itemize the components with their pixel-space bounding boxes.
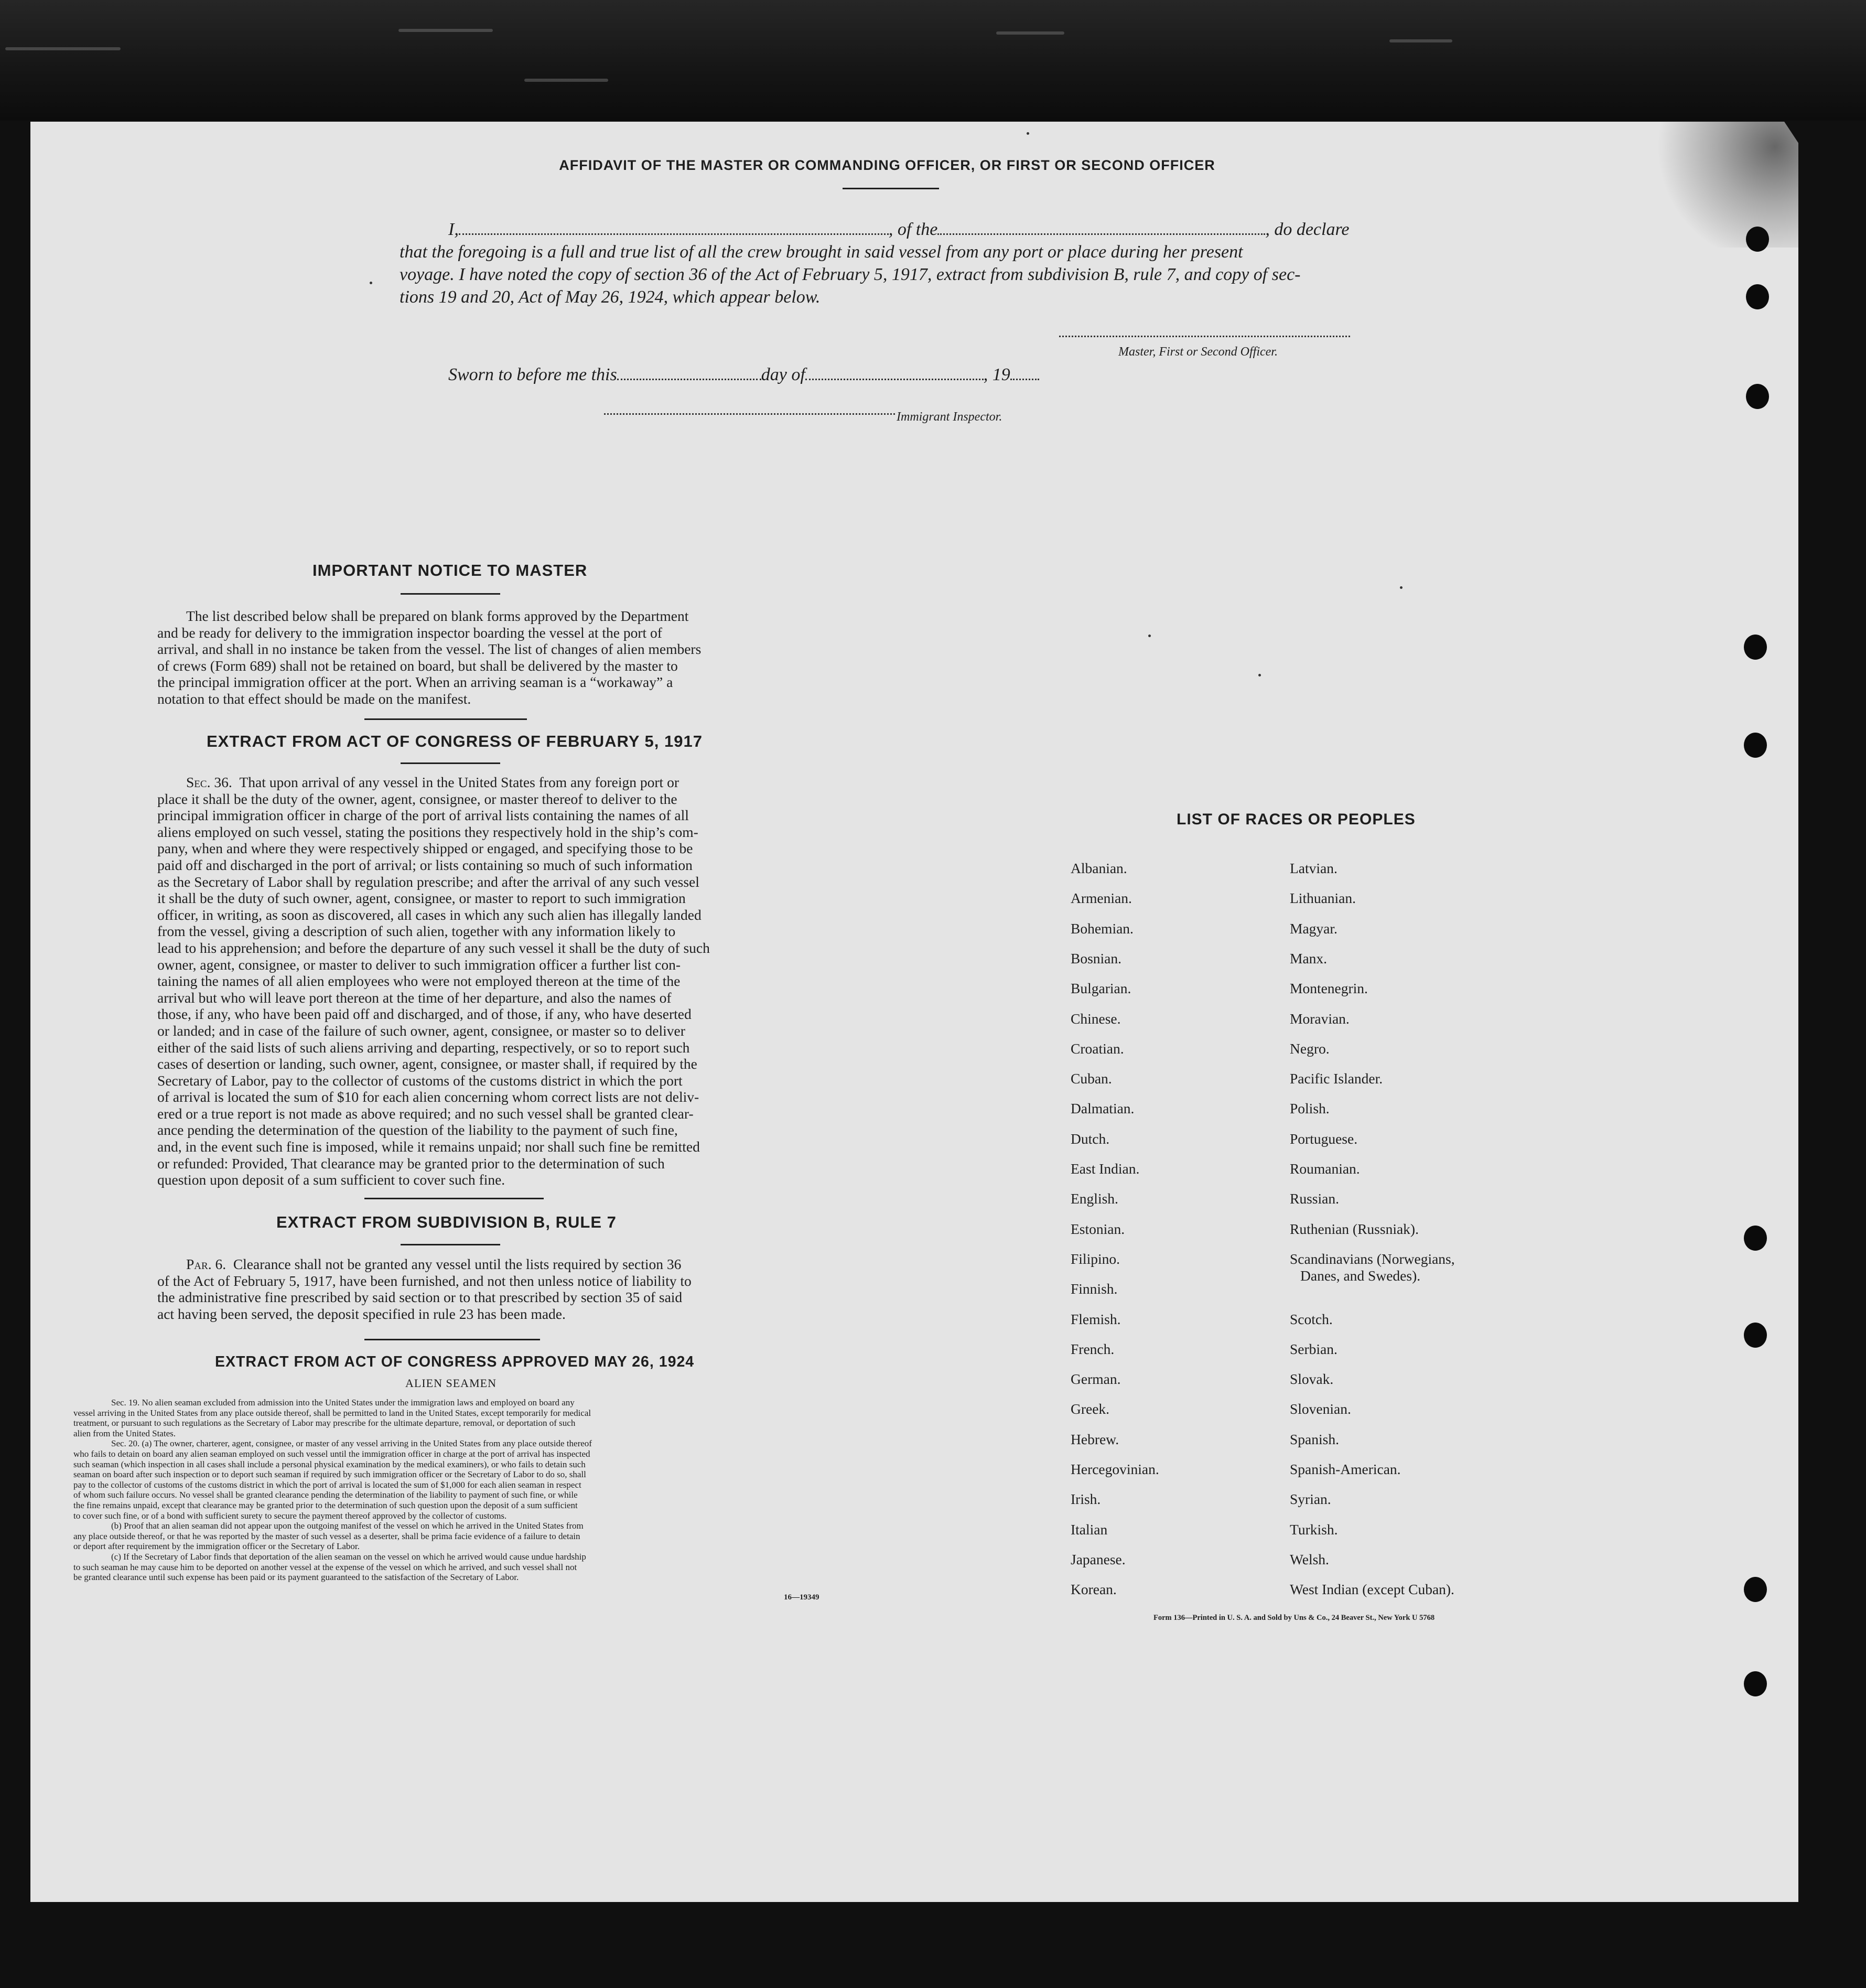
section-divider [364,1339,540,1340]
races-title: LIST OF RACES OR PEOPLES [1177,811,1416,828]
punch-hole [1744,733,1767,758]
race-entry: Finnish. [1071,1281,1118,1297]
declaration-line-2: that the foregoing is a full and true list of all the crew brought in said vessel from any port or place during her present [400,242,1243,262]
sec-1924-line: or deport after requirement by the immigration officer or the Secretary of Labor. [73,1541,360,1552]
punch-hole [1746,284,1769,309]
sec-36-line: lead to his apprehension; and before the departure of any such vessel it shall be the duty of such [157,939,710,956]
notice-underline [401,593,500,595]
sec-36-line: those, if any, who have been paid off and discharged, and of those, if any, who have deserted [157,1006,692,1023]
par-6-line: Clearance shall not be granted any vessel until the lists required by section 36 [233,1256,682,1272]
sworn-label: Sworn to before me this [448,365,617,384]
master-signature-caption: Master, First or Second Officer. [1118,345,1278,359]
day-of-label: day of [761,365,805,384]
race-entry: Pacific Islander. [1290,1070,1383,1087]
declaration-declare: , do declare [1265,220,1350,239]
race-entry: English. [1071,1190,1118,1207]
race-entry: Montenegrin. [1290,980,1368,997]
sec-36-line: pany, when and where they were respectively shipped or engaged, and specifying those to be [157,840,693,857]
sec-36-line: as the Secretary of Labor shall by regulation prescribe; and after the arrival of any such vessel [157,873,699,890]
sworn-month-blank [805,368,984,380]
race-entry: Negro. [1290,1040,1330,1057]
race-entry: Moravian. [1290,1010,1350,1027]
race-entry: Dalmatian. [1071,1100,1135,1117]
inspector-signature-line [604,413,895,415]
notice-title: IMPORTANT NOTICE TO MASTER [312,561,588,579]
sworn-day-blank [617,368,761,380]
punch-hole [1744,1577,1767,1602]
sec-36-line: ance pending the determination of the question of the liability to the payment of such fine, [157,1122,678,1138]
race-entry: Italian [1071,1521,1108,1538]
race-entry: Dutch. [1071,1130,1110,1147]
extract-rule7-title: EXTRACT FROM SUBDIVISION B, RULE 7 [276,1213,617,1231]
extract-rule7-underline [401,1244,500,1245]
sec-1924-line: to such seaman he may cause him to be deported on another vessel at the expense of the vessel on which he arrived, and such vessel shall not [73,1562,577,1572]
sec-1924-line: Sec. 20. (a) The owner, charterer, agent, consignee, or master of any vessel arriving in the United States from any place outside thereof [111,1438,592,1449]
sec-1924-line: who fails to detain on board any alien seaman employed on such vessel until the immigration officer in charge at the port of arrival has inspected [73,1448,590,1459]
sec-1924-line: any place outside thereof, or that he was reported by the master of such vessel as a deserter, shall be prima facie evidence of a failure to detain [73,1531,580,1541]
race-entry: Manx. [1290,950,1328,966]
film-scratch [1389,39,1452,42]
sec-36-line: it shall be the duty of such owner, agent, consignee, or master to report to such immigration [157,890,686,907]
race-entry: Bulgarian. [1071,980,1131,997]
sec-36-line: officer, in writing, as soon as discovered, all cases in which any such alien has illegally landed [157,906,702,923]
film-scratch [524,79,608,82]
race-entry: Hercegovinian. [1071,1461,1159,1477]
sec-36-line: principal immigration officer in charge of the port of arrival lists containing the names of all [157,807,689,824]
race-entry: Ruthenian (Russniak). [1290,1220,1419,1237]
race-entry: Estonian. [1071,1220,1125,1237]
sec-36-line: taining the names of all alien employees who were not employed thereon at the time of the [157,973,681,990]
race-entry: Roumanian. [1290,1160,1360,1177]
race-entry: Latvian. [1290,860,1338,876]
stray-dot [370,282,372,284]
race-entry: Spanish. [1290,1431,1339,1447]
stray-dot [1258,674,1261,676]
punch-hole [1746,384,1769,409]
sec-1924-line: to cover such fine, or of a bond with sufficient surety to secure the payment thereof approved by the collector of customs. [73,1510,507,1521]
race-entry: Russian. [1290,1190,1339,1207]
sec-1924-line: of whom such failure occurs. No vessel shall be granted clearance pending the determination of the liability to payment of such fine, or while [73,1490,578,1500]
race-entry: Armenian. [1071,890,1132,907]
sec-1924-line: such seaman (which inspection in all cases shall include a personal physical examination by the medical examiners), or who fails to detain such [73,1459,586,1469]
sec-36-line: owner, agent, consignee, or master to deliver to such immigration officer a further list con- [157,956,681,973]
notice-line: and be ready for delivery to the immigration inspector boarding the vessel at the port of [157,624,662,641]
race-entry: Cuban. [1071,1070,1112,1087]
race-entry: East Indian. [1071,1160,1140,1177]
form-number: 16—19349 [784,1593,819,1602]
section-divider [364,1198,544,1199]
punch-hole [1744,1323,1767,1348]
declaration-of-the: , of the [888,220,938,239]
punch-hole [1744,635,1767,660]
sec-36-line: question upon deposit of a sum sufficient to cover such fine. [157,1172,505,1188]
race-entry: Polish. [1290,1100,1330,1117]
inspector-caption: Immigrant Inspector. [897,410,1002,424]
sec-36-first-line [157,774,747,791]
sec-36-line: cases of desertion or landing, such owner, agent, consignee, or master shall, if required by the [157,1056,697,1072]
declaration-i: I, [448,220,459,239]
race-entry: Japanese. [1071,1551,1126,1567]
microfilm-border [0,0,1866,121]
par-6-label: Par. 6. [186,1256,226,1272]
page-corner-shadow [1641,122,1798,248]
extract-1924-title: EXTRACT FROM ACT OF CONGRESS APPROVED MAY 26, 1924 [215,1353,695,1370]
declaration-line-3: voyage. I have noted the copy of section 36 of the Act of February 5, 1917, extract from subdivision B, rule 7, and copy of sec- [400,265,1301,284]
race-entry: Turkish. [1290,1521,1338,1538]
sec-1924-line: (c) If the Secretary of Labor finds that deportation of the alien seaman on the vessel on which he arrived would cause undue hardship [111,1551,586,1562]
par-6-line: the administrative fine prescribed by said section or to that prescribed by section 35 of said [157,1289,683,1306]
race-entry: Filipino. [1071,1250,1120,1267]
notice-line: the principal immigration officer at the port. When an arriving seaman is a “workaway” a [157,674,673,691]
sec-1924-line: pay to the collector of customs of the customs district in which the port of arrival is located the sum of $1,000 for each alien seaman in respect [73,1479,581,1490]
sec-1924-line: treatment, or pursuant to such regulations as the Secretary of Labor may prescribe for the ultimate departure, removal, or deportation of such [73,1418,576,1428]
sec-36-line: That upon arrival of any vessel in the United States from any foreign port or [239,774,679,790]
race-entry: Magyar. [1290,920,1338,937]
sec-36-line: arrival but who will leave port thereon at the time of her departure, and also the names of [157,989,672,1006]
vessel-name-blank [937,223,1265,235]
printer-footer: Form 136—Printed in U. S. A. and Sold by Uns & Co., 24 Beaver St., New York U 5768 [1153,1614,1435,1622]
punch-hole [1746,227,1769,252]
year-label: , 19 [983,365,1010,384]
race-entry: Spanish-American. [1290,1461,1401,1477]
notice-line: The list described below shall be prepared on blank forms approved by the Department [186,608,689,624]
par-6-line: act having been served, the deposit specified in rule 23 has been made. [157,1305,566,1322]
sec-1924-line: vessel arriving in the United States from any place outside thereof, shall be permitted to land in the United States, except temporarily for medical [73,1407,591,1418]
race-entry: Hebrew. [1071,1431,1119,1447]
affidavit-title: AFFIDAVIT OF THE MASTER OR COMMANDING OFFICER, OR FIRST OR SECOND OFFICER [559,157,1215,173]
sec-36-label: Sec. 36. [186,774,232,790]
race-entry: Flemish. [1071,1310,1121,1327]
race-entry: West Indian (except Cuban). [1290,1581,1454,1598]
notice-body [157,608,747,707]
race-entry: Scotch. [1290,1310,1333,1327]
film-scratch [996,31,1064,35]
race-entry: Slovak. [1290,1371,1334,1388]
notice-line: arrival, and shall in no instance be taken from the vessel. The list of changes of alien members [157,641,702,658]
declaration-line-1 [448,218,1350,241]
sec-1924-line: Sec. 19. No alien seaman excluded from admission into the United States under the immigration laws and employed on board any [111,1398,575,1407]
sec-36-line: Secretary of Labor, pay to the collector of customs of the customs district in which the port [157,1072,683,1089]
race-entry: German. [1071,1371,1121,1388]
stray-dot [1027,132,1029,135]
extract-1917-title: EXTRACT FROM ACT OF CONGRESS OF FEBRUARY 5, 1917 [207,732,703,750]
race-entry: Korean. [1071,1581,1117,1598]
sec-36-line: paid off and discharged in the port of arrival; or lists containing so much of such information [157,856,693,873]
sec-36-line: and, in the event such fine is imposed, while it remains unpaid; nor shall such fine be remitted [157,1138,700,1155]
punch-hole [1744,1671,1767,1696]
film-scratch [398,29,493,32]
race-entry: Irish. [1071,1491,1101,1508]
race-entry: Serbian. [1290,1340,1338,1357]
race-entry: Bohemian. [1071,920,1134,937]
punch-hole [1744,1226,1767,1251]
sec-36-line: aliens employed on such vessel, stating the positions they respectively hold in the ship’s com- [157,823,698,840]
race-entry: Portuguese. [1290,1130,1358,1147]
sec-36-line: place it shall be the duty of the owner, agent, consignee, or master thereof to deliver to the [157,790,677,807]
extract-rule7-body [157,1256,747,1322]
stray-dot [1400,586,1403,589]
stray-dot [1148,635,1151,637]
notice-line: of crews (Form 689) shall not be retained on board, but shall be delivered by the master to [157,657,678,674]
race-entry: Croatian. [1071,1040,1124,1057]
extract-1917-underline [401,762,500,764]
sec-1924-line: alien from the United States. [73,1428,176,1438]
sworn-year-blank [1010,368,1039,380]
race-entry: Syrian. [1290,1491,1331,1508]
sec-36-line: either of the said lists of such aliens arriving and departing, respectively, or so to report such [157,1039,690,1056]
race-entry: Bosnian. [1071,950,1122,966]
par-6-line: of the Act of February 5, 1917, have been furnished, and not then unless notice of liability to [157,1272,692,1289]
title-underline [843,188,939,189]
master-signature-line [1059,336,1350,337]
sec-1924-line: seaman on board after such inspection or to deport such seaman if required by such immigration officer or the Secretary of Labor to do so, shall [73,1469,586,1480]
extract-1917-body [157,774,747,1188]
film-scratch [5,47,121,50]
extract-1924-body [73,1398,828,1583]
sec-36-line: ered or a true report is not made as above required; and no such vessel shall be granted clear- [157,1105,694,1122]
race-entry: Albanian. [1071,860,1127,876]
race-entry: Scandinavians (Norwegians, [1290,1250,1455,1267]
race-entry: Chinese. [1071,1010,1121,1027]
race-entry: Lithuanian. [1290,890,1356,907]
par-6-first-line [157,1256,747,1273]
sec-1924-line: (b) Proof that an alien seaman did not appear upon the outgoing manifest of the vessel on which he arrived in the United States from [111,1521,584,1531]
sec-36-line: or refunded: Provided, That clearance may be granted prior to the determination of such [157,1155,665,1172]
notice-line: notation to that effect should be made on the manifest. [157,690,471,707]
sec-36-line: or landed; and in case of the failure of such owner, agent, consignee, or master so to deliver [157,1022,685,1039]
section-divider [364,718,527,720]
race-entry: French. [1071,1340,1115,1357]
race-entry: Greek. [1071,1401,1110,1417]
sec-1924-line: the fine remains unpaid, except that clearance may be granted prior to the determination of such question upon the deposit of a sum sufficient [73,1500,578,1510]
race-entry: Danes, and Swedes). [1300,1267,1421,1284]
sec-1924-line: be granted clearance until such expense has been paid or its payment guaranteed to the satisfaction of the Secretary of Labor. [73,1572,519,1583]
sec-36-line: from the vessel, giving a description of such alien, together with any information likely to [157,923,676,940]
master-name-blank [459,223,889,235]
declaration-line-4: tions 19 and 20, Act of May 26, 1924, which appear below. [400,287,821,307]
sec-36-line: of arrival is located the sum of $10 for each alien concerning whom correct lists are not deliv- [157,1089,699,1105]
race-entry: Welsh. [1290,1551,1329,1567]
alien-seamen-subtitle: ALIEN SEAMEN [405,1377,497,1390]
race-entry: Slovenian. [1290,1401,1351,1417]
sworn-line [448,363,1039,386]
